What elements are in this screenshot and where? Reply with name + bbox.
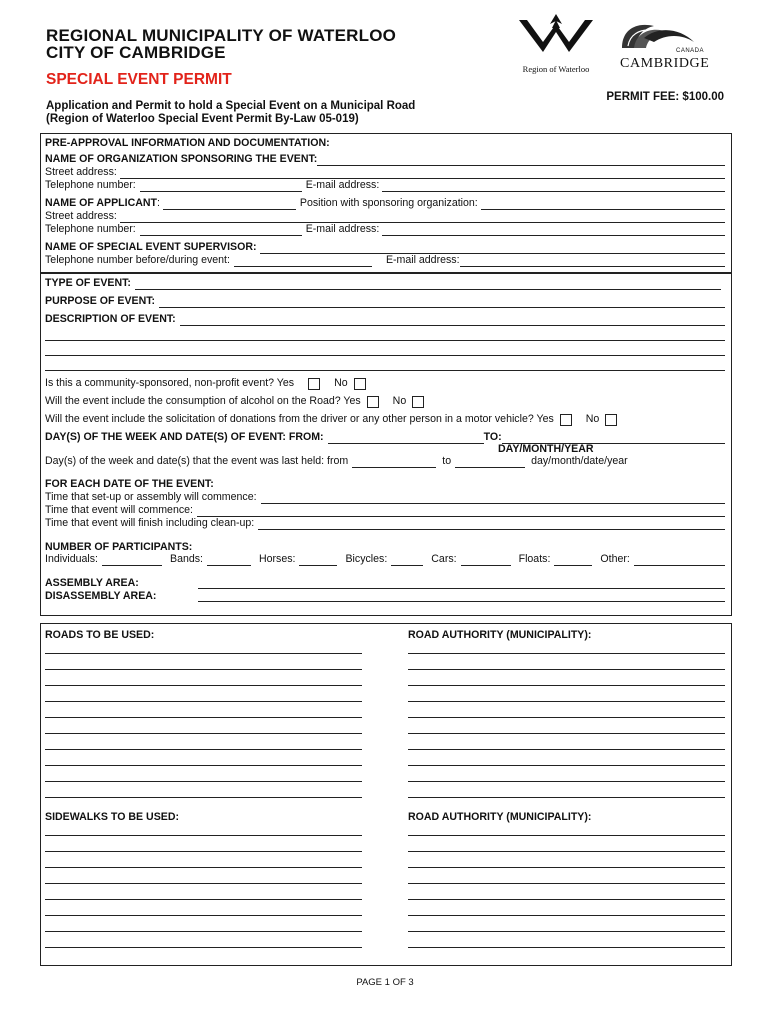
telephone-label: Telephone number:: [45, 179, 136, 191]
q2-label: Will the event include the consumption of alcohol on the Road? Yes: [45, 395, 361, 407]
q1-no-checkbox[interactable]: [354, 378, 366, 390]
roads-used-line[interactable]: [45, 653, 362, 654]
individuals-label: Individuals:: [45, 553, 98, 565]
setup-field[interactable]: [261, 493, 725, 504]
telephone-label-2: Telephone number:: [45, 223, 136, 235]
other-field[interactable]: [634, 555, 725, 566]
disassembly-field[interactable]: [198, 601, 725, 602]
sidewalk-authority-line[interactable]: [408, 947, 725, 948]
horses-label: Horses:: [258, 553, 296, 565]
subtitle-1: Application and Permit to hold a Special Event on a Municipal Road: [46, 100, 416, 112]
q3-yes-checkbox[interactable]: [560, 414, 572, 426]
bicycles-field[interactable]: [391, 555, 423, 566]
description-line[interactable]: [45, 340, 725, 341]
sidewalks-used-line[interactable]: [45, 851, 362, 852]
applicant-label: NAME OF APPLICANT: [45, 197, 158, 209]
roads-used-line[interactable]: [45, 701, 362, 702]
permit-title: SPECIAL EVENT PERMIT: [46, 71, 232, 88]
road-authority-line[interactable]: [408, 733, 725, 734]
roads-used-line[interactable]: [45, 685, 362, 686]
commence-field[interactable]: [197, 506, 725, 517]
q2-no-checkbox[interactable]: [412, 396, 424, 408]
date-from-field[interactable]: [328, 433, 484, 444]
type-label: TYPE OF EVENT:: [45, 277, 131, 289]
roads-used-line[interactable]: [45, 797, 362, 798]
to-label: TO:: [483, 431, 502, 443]
email-label: E-mail address:: [305, 179, 380, 191]
dmy-label: DAY/MONTH/YEAR: [498, 443, 594, 455]
subtitle-2: (Region of Waterloo Special Event Permit By-Law 05-019): [46, 113, 359, 125]
waterloo-logo-text: Region of Waterloo: [522, 64, 590, 74]
cars-label: Cars:: [431, 553, 457, 565]
street-label: Street address:: [45, 166, 117, 178]
road-authority-line[interactable]: [408, 781, 725, 782]
type-field[interactable]: [135, 279, 721, 290]
sidewalks-used-line[interactable]: [45, 947, 362, 948]
cambridge-logo: [614, 18, 710, 74]
sidewalks-used-line[interactable]: [45, 835, 362, 836]
days-label: DAY(S) OF THE WEEK AND DATE(S) OF EVENT: FROM:: [45, 431, 324, 443]
purpose-label: PURPOSE OF EVENT:: [45, 295, 156, 307]
bands-label: Bands:: [170, 553, 203, 565]
roads-used-line[interactable]: [45, 765, 362, 766]
dmy2-label: day/month/date/year: [531, 455, 628, 467]
email-field-2[interactable]: [382, 225, 725, 236]
applicant-field[interactable]: [163, 199, 296, 210]
road-authority-line[interactable]: [408, 765, 725, 766]
last-held-to-label: to: [442, 455, 452, 467]
other-label: Other:: [600, 553, 630, 565]
roads-used-line[interactable]: [45, 669, 362, 670]
description-line[interactable]: [45, 370, 725, 371]
floats-field[interactable]: [554, 555, 592, 566]
q3-label: Will the event include the solicitation of donations from the driver or any other person in a motor vehicle? Yes: [45, 413, 554, 425]
sidewalks-used-line[interactable]: [45, 883, 362, 884]
q1-label: Is this a community-sponsored, non-profit event? Yes: [45, 377, 295, 389]
supervisor-field[interactable]: [260, 243, 725, 254]
cambridge-logo-text: CAMBRIDGE: [620, 56, 710, 71]
description-field[interactable]: [180, 315, 725, 326]
commence-label: Time that event will commence:: [45, 504, 193, 516]
sidewalks-used-line[interactable]: [45, 867, 362, 868]
tel-before-label: Telephone number before/during event:: [45, 254, 230, 266]
finish-field[interactable]: [258, 519, 725, 530]
individuals-field[interactable]: [102, 555, 162, 566]
road-authority-line[interactable]: [408, 701, 725, 702]
sidewalk-authority-line[interactable]: [408, 867, 725, 868]
sidewalks-label: SIDEWALKS TO BE USED:: [45, 811, 180, 823]
street-field[interactable]: [120, 168, 725, 179]
page-number: PAGE 1 OF 3: [356, 977, 414, 988]
supervisor-label: NAME OF SPECIAL EVENT SUPERVISOR:: [45, 241, 257, 253]
q3-no-checkbox[interactable]: [605, 414, 617, 426]
roads-used-line[interactable]: [45, 733, 362, 734]
cambridge-wave-icon: [614, 18, 710, 52]
position-label: Position with sponsoring organization:: [299, 197, 478, 209]
each-date-label: FOR EACH DATE OF THE EVENT:: [45, 478, 214, 490]
disassembly-label: DISASSEMBLY AREA:: [45, 590, 157, 602]
cars-field[interactable]: [461, 555, 511, 566]
road-authority-label: ROAD AUTHORITY (MUNICIPALITY):: [408, 629, 592, 641]
sidewalks-used-line[interactable]: [45, 931, 362, 932]
q2-no-label: No: [392, 395, 407, 407]
sidewalk-authority-line[interactable]: [408, 835, 725, 836]
road-authority-line[interactable]: [408, 653, 725, 654]
org-name-field[interactable]: [317, 155, 725, 166]
header-line-2: CITY OF CAMBRIDGE: [46, 43, 226, 62]
last-held-to-field[interactable]: [455, 457, 525, 468]
roads-used-line[interactable]: [45, 781, 362, 782]
q1-yes-checkbox[interactable]: [308, 378, 320, 390]
assembly-field[interactable]: [198, 588, 725, 589]
participants-label: NUMBER OF PARTICIPANTS:: [45, 541, 193, 553]
sidewalks-used-line[interactable]: [45, 915, 362, 916]
position-field[interactable]: [481, 199, 725, 210]
email-label-2: E-mail address:: [305, 223, 380, 235]
road-authority-line[interactable]: [408, 797, 725, 798]
sidewalk-authority-line[interactable]: [408, 931, 725, 932]
floats-label: Floats:: [518, 553, 551, 565]
sidewalk-authority-line[interactable]: [408, 899, 725, 900]
roads-used-line[interactable]: [45, 717, 362, 718]
telephone-field-2[interactable]: [140, 225, 302, 236]
roads-used-label: ROADS TO BE USED:: [45, 629, 155, 641]
sidewalk-authority-line[interactable]: [408, 851, 725, 852]
sidewalk-authority-line[interactable]: [408, 883, 725, 884]
roads-used-line[interactable]: [45, 749, 362, 750]
last-held-from-field[interactable]: [352, 457, 436, 468]
bicycles-label: Bicycles:: [345, 553, 388, 565]
road-authority-line[interactable]: [408, 717, 725, 718]
org-name-label: NAME OF ORGANIZATION SPONSORING THE EVENT:: [45, 153, 318, 165]
header-line-1: REGIONAL MUNICIPALITY OF WATERLOO: [46, 26, 397, 45]
road-authority-label-2: ROAD AUTHORITY (MUNICIPALITY):: [408, 811, 592, 823]
bands-field[interactable]: [207, 555, 251, 566]
preapproval-heading: PRE-APPROVAL INFORMATION AND DOCUMENTATION:: [45, 137, 330, 149]
sidewalk-authority-line[interactable]: [408, 915, 725, 916]
email-field-3[interactable]: [460, 256, 725, 267]
assembly-label: ASSEMBLY AREA:: [45, 577, 139, 589]
finish-label: Time that event will finish including clean-up:: [45, 517, 255, 529]
telephone-field[interactable]: [140, 181, 302, 192]
last-held-label: Day(s) of the week and date(s) that the event was last held: from: [45, 455, 349, 467]
description-line[interactable]: [45, 355, 725, 356]
street-label-2: Street address:: [45, 210, 117, 222]
email-label-3: E-mail address:: [385, 254, 460, 266]
q3-no-label: No: [585, 413, 600, 425]
street-field-2[interactable]: [120, 212, 725, 223]
road-authority-line[interactable]: [408, 749, 725, 750]
setup-label: Time that set-up or assembly will commence:: [45, 491, 257, 503]
sidewalks-used-line[interactable]: [45, 899, 362, 900]
q2-yes-checkbox[interactable]: [367, 396, 379, 408]
cambridge-canada-text: CANADA: [676, 48, 705, 54]
permit-fee: PERMIT FEE: $100.00: [606, 91, 724, 103]
purpose-field[interactable]: [159, 297, 725, 308]
road-authority-line[interactable]: [408, 669, 725, 670]
q1-no-label: No: [334, 377, 348, 389]
email-field[interactable]: [382, 181, 725, 192]
region-of-waterloo-logo: [515, 12, 597, 74]
road-authority-line[interactable]: [408, 685, 725, 686]
horses-field[interactable]: [299, 555, 337, 566]
waterloo-logo-icon: [515, 12, 597, 60]
description-label: DESCRIPTION OF EVENT:: [45, 313, 176, 325]
tel-before-field[interactable]: [234, 256, 372, 267]
